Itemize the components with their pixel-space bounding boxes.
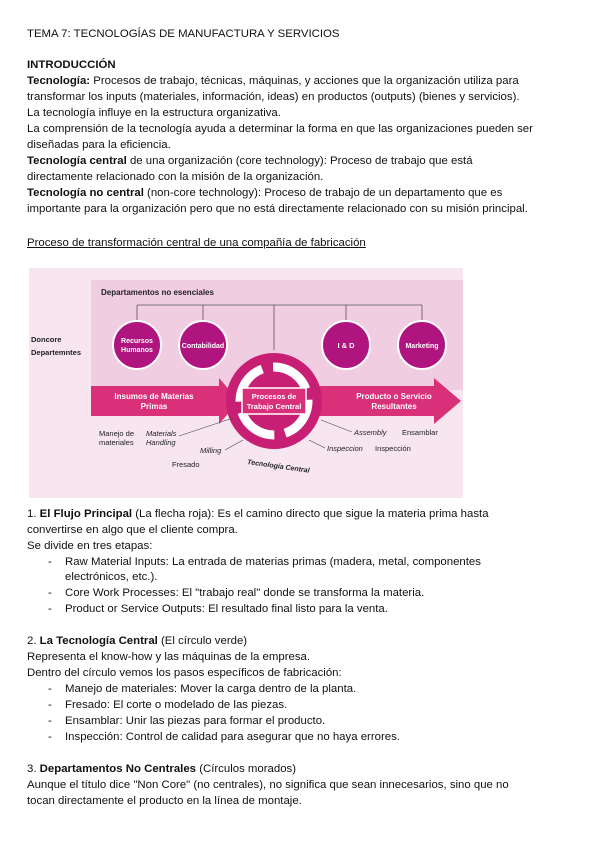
intro-tech-line2: transformar los inputs (materiales, información, ideas) en productos (outputs) (bienes y servicios).	[27, 91, 520, 103]
tecnologia-label: Tecnología Central	[246, 459, 310, 475]
list-dash: -	[48, 731, 52, 743]
svg-text:Recursos: Recursos	[121, 338, 153, 345]
input-label-1: Insumos de Materias	[114, 392, 194, 401]
section2-line2: Representa el know-how y las máquinas de la empresa.	[27, 651, 311, 663]
intro-line5: diseñadas para la eficiencia.	[27, 139, 171, 151]
central-text: de una organización (core technology): Proceso de trabajo que está	[126, 155, 473, 167]
section1-item-1: Raw Material Inputs: La entrada de materias primas (madera, metal, componentes	[65, 556, 481, 568]
section1-item-3: Product or Service Outputs: El resultado final listo para la venta.	[65, 603, 388, 615]
inspeccion-label: Inspección	[375, 444, 411, 453]
section3-heading	[27, 762, 296, 778]
inspeccion-it-label: Inspeccion	[327, 444, 363, 453]
intro-tech-line	[27, 74, 519, 90]
section3-rest: (Círculos morados)	[196, 763, 297, 775]
section3-num: 3.	[27, 763, 40, 775]
list-dash: -	[48, 587, 52, 599]
section1-term: El Flujo Principal	[39, 508, 133, 520]
section2-term: La Tecnología Central	[39, 635, 158, 647]
svg-text:Contabilidad: Contabilidad	[181, 343, 225, 350]
assembly-label: Assembly	[354, 428, 387, 437]
core-label-1: Procesos de	[251, 392, 297, 401]
svg-text:Marketing: Marketing	[405, 343, 439, 350]
intro-line3: La tecnología influye en la estructura organizativa.	[27, 107, 281, 119]
output-label-1: Producto o Servicio	[356, 392, 432, 401]
circle-recursos-humanos	[113, 321, 161, 369]
intro-line4: La comprensión de la tecnología ayuda a determinar la forma en que las organizaciones pueden ser	[27, 123, 533, 135]
list-dash: -	[48, 699, 52, 711]
output-label-2: Resultantes	[371, 402, 417, 411]
svg-text:I & D: I & D	[337, 341, 355, 350]
milling-label: Milling	[200, 446, 222, 455]
section3-term: Departamentos No Centrales	[39, 763, 197, 775]
materials-label-1: Materials	[146, 429, 177, 438]
section1-num: 1.	[27, 508, 40, 520]
list-dash: -	[48, 556, 52, 568]
section2-item-4: Inspección: Control de calidad para asegurar que no haya errores.	[65, 731, 400, 743]
section1-heading	[27, 507, 489, 523]
section2-num: 2.	[27, 635, 40, 647]
core-label-2: Trabajo Central	[246, 402, 302, 411]
manejo-label-2: materiales	[99, 438, 134, 447]
page-title: TEMA 7: TECNOLOGÍAS DE MANUFACTURA Y SERVICIOS	[27, 28, 340, 40]
noncore-label: Departamentos no esenciales	[101, 288, 214, 297]
central-term: Tecnología central	[27, 155, 127, 167]
section1-rest: (La flecha roja): Es el camino directo que sigue la materia prima hasta	[132, 508, 489, 520]
list-dash: -	[48, 683, 52, 695]
section2-line3: Dentro del círculo vemos los pasos específicos de fabricación:	[27, 667, 342, 679]
intro-heading: INTRODUCCIÓN	[27, 59, 116, 71]
section2-item-2: Fresado: El corte o modelado de las piezas.	[65, 699, 288, 711]
tech-text: Procesos de trabajo, técnicas, máquinas, y acciones que la organización utiliza para	[90, 75, 519, 87]
input-label-2: Primas	[140, 402, 168, 411]
section1-item-1-cont: electrónicos, etc.).	[65, 571, 158, 583]
section2-rest: (El círculo verde)	[157, 635, 248, 647]
section2-item-3: Ensamblar: Unir las piezas para formar el producto.	[65, 715, 326, 727]
intro-noncentral-line	[27, 186, 502, 202]
doncore-label-1: Doncore	[31, 335, 62, 344]
tech-term: Tecnología:	[27, 75, 91, 87]
diagram-heading: Proceso de transformación central de una compañía de fabricación	[27, 237, 366, 249]
intro-central-line	[27, 154, 473, 170]
intro-central-line2: directamente relacionado con la misión de la organización.	[27, 171, 324, 183]
noncentral-text: (non-core technology): Proceso de trabajo de un departamento que es	[143, 187, 503, 199]
section1-item-2: Core Work Processes: El "trabajo real" donde se transforma la materia.	[65, 587, 425, 599]
noncentral-term: Tecnología no central	[27, 187, 144, 199]
ensamblar-label: Ensamblar	[402, 428, 438, 437]
fresado-label: Fresado	[172, 460, 200, 469]
section2-heading	[27, 634, 247, 650]
transformation-diagram	[29, 268, 463, 498]
circle-i-d	[322, 321, 370, 369]
manejo-label-1: Manejo de	[99, 429, 135, 438]
svg-text:Humanos: Humanos	[121, 347, 153, 354]
section1-line3: Se divide en tres etapas:	[27, 540, 153, 552]
section3-line2: Aunque el título dice "Non Core" (no centrales), no significa que sean innecesarios, sino que no	[27, 779, 509, 791]
list-dash: -	[48, 715, 52, 727]
section3-line3: tocan directamente el producto en la línea de montaje.	[27, 795, 302, 807]
section1-line2: convertirse en algo que el cliente compra.	[27, 524, 238, 536]
doncore-label-2: Departemntes	[31, 348, 82, 357]
circle-contabilidad	[179, 321, 227, 369]
circle-marketing	[398, 321, 446, 369]
intro-noncentral-line2: importante para la organización pero que no está directamente relacionado con su misión principal.	[27, 203, 528, 215]
materials-label-2: Handling	[146, 438, 176, 447]
list-dash: -	[48, 603, 52, 615]
section2-item-1: Manejo de materiales: Mover la carga dentro de la planta.	[65, 683, 357, 695]
